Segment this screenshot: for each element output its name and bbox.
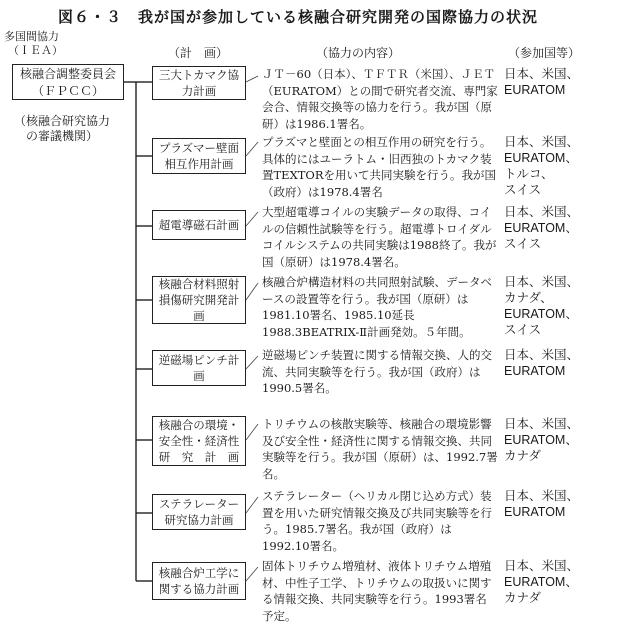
participant-line: EURATOM、 <box>504 575 578 589</box>
participant-line: スイス <box>504 237 542 251</box>
participant-line: 日本、米国、 <box>504 559 580 573</box>
participant-line: 日本、米国、 <box>504 417 580 431</box>
content-reversed-field-pinch: 逆磁場ピンチ装置に関する情報交換、人的交流、共同実験等を行う。我が国（政府）は1990.5署名。 <box>262 348 492 395</box>
plan-box-reactor-engineering: 核融合炉工学に関する協力計画 <box>152 562 246 600</box>
fpcc-role-line2: の審議機関） <box>26 129 99 143</box>
participants-reversed-field-pinch <box>504 347 619 379</box>
content-column-header: （協力の内容） <box>316 46 401 60</box>
participants-environment-safety <box>504 416 619 464</box>
participant-line: スイス <box>504 323 542 337</box>
participants-reactor-engineering <box>504 558 619 606</box>
plan-box-plasma-wall: プラズマー壁面相互作用計画 <box>152 138 246 174</box>
participants-superconducting-magnet <box>504 204 619 252</box>
participant-line: カナダ <box>504 449 541 463</box>
plan-box-stellarator: ステラレーター研究協力計画 <box>152 494 246 530</box>
participants-stellarator <box>504 488 619 520</box>
leader-3 <box>246 212 258 226</box>
leader-7 <box>246 497 258 513</box>
participant-line: 日本、米国、 <box>504 348 580 362</box>
plan-box-reversed-field-pinch: 逆磁場ピンチ計 画 <box>152 350 246 386</box>
plan-box-superconducting-magnet: 超電導磁石計画 <box>152 210 246 240</box>
participants-plasma-wall <box>504 134 619 198</box>
leader-8 <box>246 567 258 581</box>
leader-1 <box>246 76 258 82</box>
content-materials-irradiation: 核融合炉構造材料の共同照射試験、データベースの設置等を行う。我が国（原研）は1981.10署名、1985.10延長1988.3BEATRIX-Ⅱ計画発効。５年間。 <box>262 275 492 339</box>
participant-line: EURATOM、 <box>504 307 578 321</box>
participant-line: 日本、米国、 <box>504 67 580 81</box>
leader-2 <box>246 142 258 156</box>
figure-title: 図６・３ 我が国が参加している核融合研究開発の国際協力の状況 <box>58 8 539 26</box>
participant-line: カナダ <box>504 591 541 605</box>
participant-line: EURATOM <box>504 83 566 97</box>
content-superconducting-magnet: 大型超電導コイルの実験データの取得、コイルの信頼性試験等を行う。超電導トロイダルコイルシステムの共同実験は1988終了。我が国（原研）は1978.4署名。 <box>262 205 497 269</box>
leader-6 <box>246 424 258 440</box>
participant-line: トルコ、 <box>504 167 554 181</box>
content-stellarator: ステラレーター（ヘリカル閉じ込め方式）装置を用いた研究情報交換及び共同実験等を行う。1985.7署名。我が国（政府）は1992.10署名。 <box>262 489 492 553</box>
participant-line: 日本、米国、 <box>504 135 580 149</box>
plan-box-three-tokamak: 三大トカマク協力計画 <box>152 66 246 100</box>
content-plasma-wall: プラズマと壁面との相互作用の研究を行う。具体的にはユーラトム・旧西独のトカマク装置TEXTORを用いて共同実験を行う。我が国（政府）は1978.4署名 <box>262 135 497 199</box>
participant-line: EURATOM <box>504 505 566 519</box>
participant-line: EURATOM、 <box>504 151 578 165</box>
participant-line: EURATOM <box>504 364 566 378</box>
fpcc-role-line1: （核融合研究協力 <box>14 114 111 128</box>
content-reactor-engineering: 固体トリチウム増殖材、液体トリチウム増殖材、中性子工学、トリチウムの取扱いに関する情報交換、共同実験等を行う。1993署名予定。 <box>262 559 492 623</box>
participant-line: 日本、米国、 <box>504 275 580 289</box>
participant-line: EURATOM、 <box>504 221 578 235</box>
plan-column-header: （計 画） <box>168 46 229 60</box>
participant-line: 日本、米国、 <box>504 489 580 503</box>
participants-column-header: （参加国等） <box>508 46 581 60</box>
plan-box-materials-irradiation: 核融合材料照射損傷研究開発計画 <box>152 276 246 324</box>
content-environment-safety: トリチウムの核散実験等、核融合の環境影響及び安全性・経済性に関する情報交換、共同実験等を行う。我が国（原研）は、1992.7署名。 <box>262 417 498 481</box>
participant-line: EURATOM、 <box>504 433 578 447</box>
iea-sub-label: （ＩＥＡ） <box>8 44 63 57</box>
participant-line: スイス <box>504 183 542 197</box>
content-three-tokamak: ＪＴ－60（日本）、ＴＦＴＲ（米国）、ＪＥＴ（EURATOM）との間で研究者交流、専門家会合、情報交換等の協力を行う。我が国（原研）は1986.1署名。 <box>262 67 498 131</box>
participant-line: カナダ、 <box>504 291 553 305</box>
iea-top-label: 多国間協力 <box>4 30 59 43</box>
leader-4 <box>246 283 258 300</box>
participants-materials-irradiation <box>504 274 619 338</box>
plan-box-environment-safety: 核融合の環境・安全性・経済性研 究 計 画 <box>152 416 246 466</box>
fpcc-abbrev: （ＦＰＣＣ） <box>31 84 104 98</box>
participant-line: 日本、米国、 <box>504 205 580 219</box>
fpcc-name: 核融合調整委員会 <box>19 67 116 81</box>
participants-three-tokamak <box>504 66 619 98</box>
